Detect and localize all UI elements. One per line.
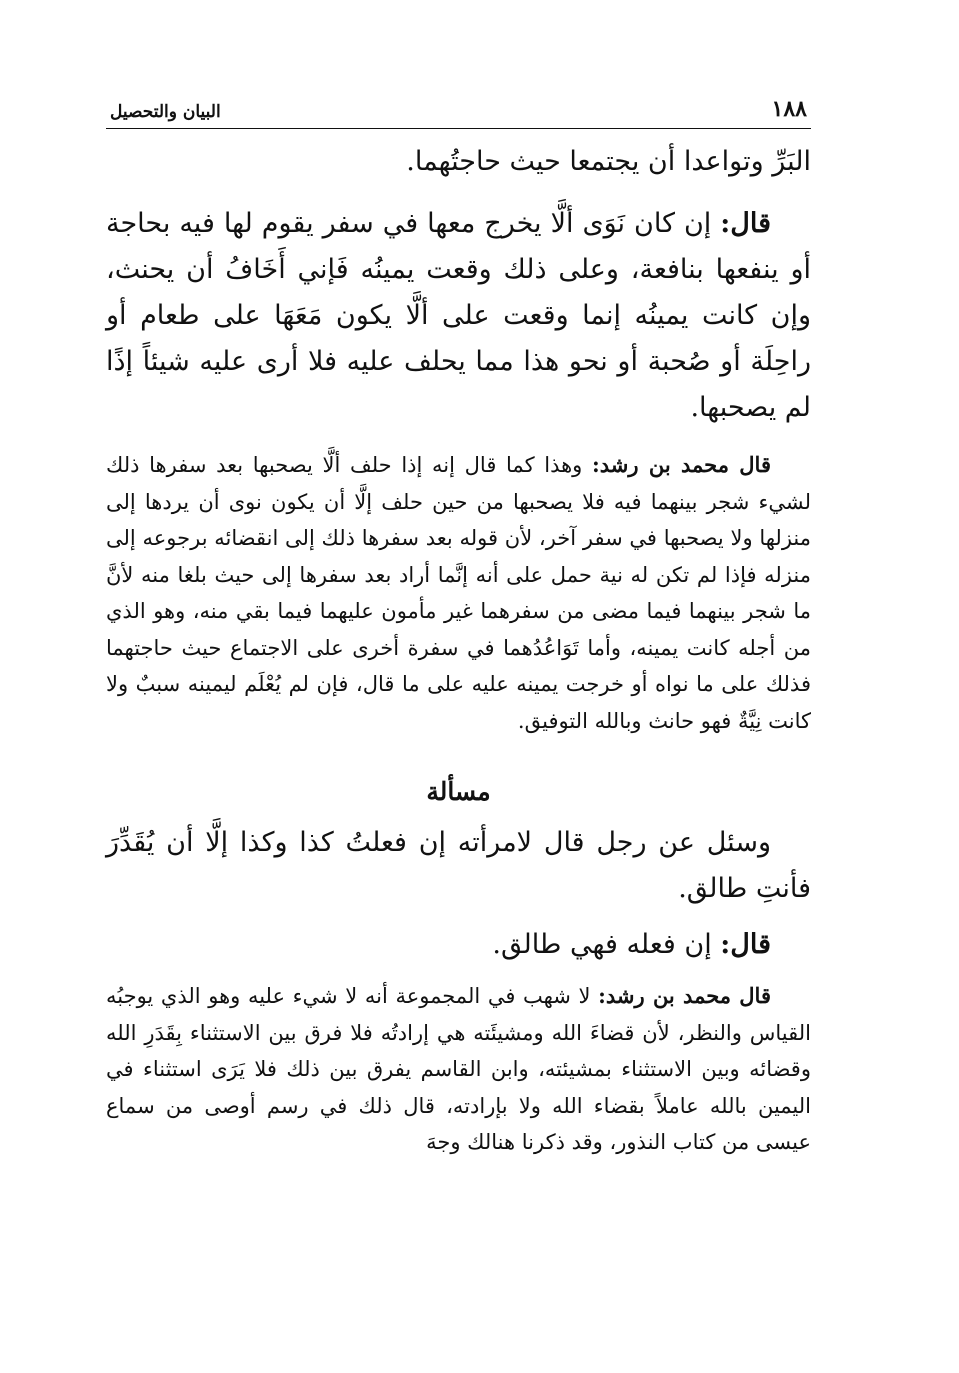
page-header: [106, 96, 811, 129]
running-title: البيان والتحصيل: [110, 102, 221, 122]
paragraph-lead: قال:: [720, 929, 771, 960]
paragraph-question: وسئل عن رجل قال لامرأته إن فعلتُ كذا وكذا إلَّا أن يُقَدِّرَ فأنتِ طالق.: [106, 827, 811, 904]
paragraph-text: وهذا كما قال إنه إذا حلف ألَّا يصحبها بعد سفرها ذلك لشيء شجر بينهما فيه فلا يصحبها من حين حلف إلَّا أن يكون نوى أن يردها إلى منزلها ولا يصحبها في سفر آخر، لأن قوله بعد سفرها ذلك إلى انقضائه برجوعه إلى منزله فإذا لم تكن له نية حمل على أنه إنَّما أراد بعد سفرها إلى حيث بلغا منه لأنَّ ما شجر بينهما فيما مضى من سفرهما غير مأمون عليهما فيما بقي منه، وهو الذي من أجله كانت يمينه، وأما تَوَاعُدُهما في سفرة أخرى على الاجتماع حيث حاجتهما فذلك على ما نواه أو خرجت يمينه عليه على ما قال، فإن لم يُعْلَم ليمينه سببٌ ولا كانت نِيَّةٌ فهو حانث وبالله التوفيق.: [106, 453, 811, 733]
section-heading: مسألة: [426, 777, 491, 806]
paragraph-answer: [106, 922, 811, 968]
page-number: ١٨٨: [771, 96, 807, 122]
paragraph-text: لا شهب في المجموعة أنه لا شيء عليه وهو الذي يوجبُه القياس والنظر، لأن قضاءَ الله ومشيئَته هي إرادتُه فلا فرق بين الاستثناء بِقَدَرِ الله وقضائه وبين الاستثناء بمشيئته، وابن القاسم يفرق بين ذلك فلا يَرَى استثناء في اليمين بالله عاملاً بقضاء الله ولا بإرادته، قال ذلك في رسم أوصى من سماع عيسى من كتاب النذور، وقد ذكرنا هنالك وجهَ: [106, 984, 811, 1154]
paragraph-commentary: [106, 447, 811, 739]
paragraph-text: إن فعله فهي طالق.: [492, 929, 721, 960]
paragraph-lead: قال محمد بن رشد:: [598, 983, 771, 1008]
paragraph-text: إن كان نَوَى ألَّا يخرج معها في سفر يقوم لها فيه بحاجة أو ينفعها بنافعة، وعلى ذلك وقعت يمينُه فَإني أَخَافُ أن يحنث، وإن كانت يمينُه إنما وقعت على ألَّا يكون مَعَهَا على طعام أو راحِلَة أو صُحبة أو نحو هذا مما يحلف عليه فلا أرى عليه شيئاً إذًا لم يصحبها.: [106, 208, 811, 423]
paragraph-lead: قال:: [720, 208, 771, 239]
paragraph-lead: قال محمد بن رشد:: [592, 452, 771, 477]
paragraph-commentary: [106, 978, 811, 1161]
paragraph-qala: [106, 201, 811, 431]
paragraph-continuation: البَرِّ وتواعدا أن يجتمعا حيث حاجتُهما.: [406, 146, 811, 177]
